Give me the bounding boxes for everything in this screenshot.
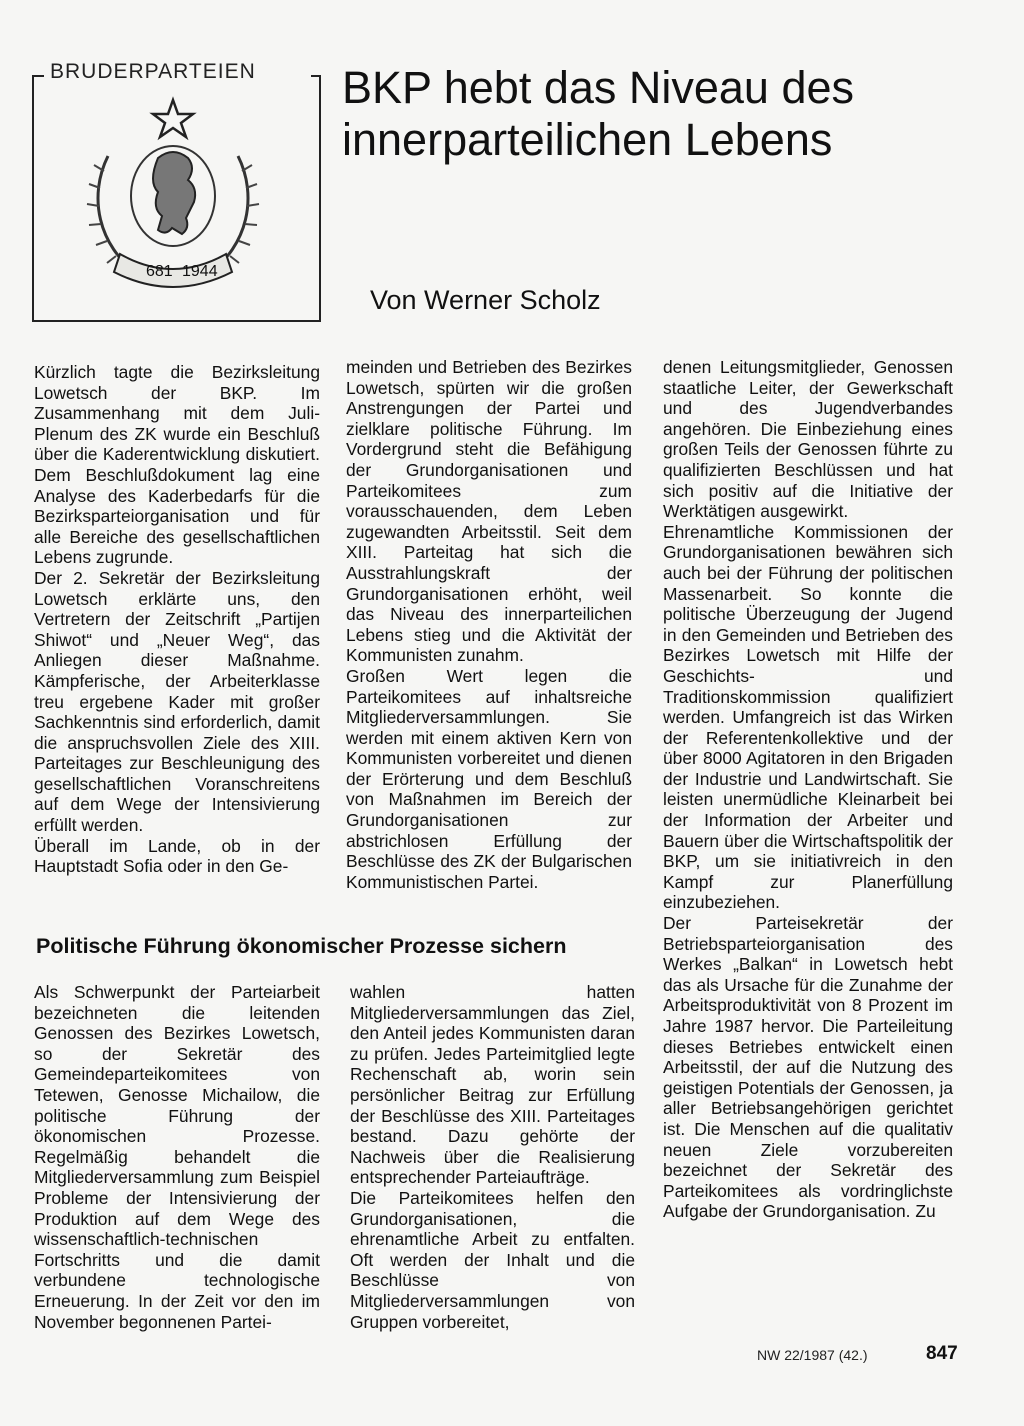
paragraph: Der 2. Sekretär der Bezirksleitung Lowetsch erklärte uns, den Vertretern der Zeitschrift „Partijen Shiwot“ und „Neuer Weg“, das Anliegen dieser Maßnahme. Kämpferische, der Arbeiterklasse treu ergebene Kader mit großer Sachkenntnis sind erforderlich, damit die anspruchsvollen Ziele des XIII. Parteitages zur Beschleunigung des gesellschaftlichen Voranschreitens auf dem Wege der Intensivierung erfüllt werden. [34, 567, 320, 836]
paragraph: Großen Wert legen die Parteikomitees auf inhaltsreiche Mitgliederversammlungen. Sie werden mit einem aktiven Kern von Kommunisten vorbereitet und dienen der Erörterung und dem Beschluß von Maßnahmen im Bereich der Grundorganisationen zur abstrichlosen Erfüllung der Beschlüsse des ZK der Bulgarischen Kommunistischen Partei. [346, 665, 632, 892]
byline: Von Werner Scholz [370, 285, 601, 315]
paragraph: Überall im Lande, ob in der Hauptstadt Sofia oder in den Ge- [34, 835, 320, 877]
paragraph: Ehrenamtliche Kommissionen der Grundorganisationen bewähren sich auch bei der Führung der politischen Massenarbeit. So konnte die politische Überzeugung der Jugend in den Gemeinden und Betrieben des Bezirkes Lowetsch mit Hilfe der Geschichts- und Traditionskommission qualifiziert werden. Umfangreich ist das Wirken der Referentenkollektive und der über 8000 Agitatoren in den Brigaden der Industrie und Landwirtschaft. Sie leisten unermüdliche Kleinarbeit bei der Information der Arbeiter und Bauern über die Wirtschaftspolitik der BKP, um sie initiativreich in den Kampf zur Planerfüllung einzubeziehen. [663, 521, 953, 913]
section-kicker: BRUDERPARTEIEN [50, 60, 256, 83]
state-emblem-icon [68, 96, 278, 296]
text-column-2-lower [350, 982, 635, 1332]
svg-text:681: 681 [146, 263, 173, 280]
text-column-3 [663, 357, 953, 1222]
paragraph: meinden und Betrieben des Bezirkes Lowetsch, spürten wir die großen Anstrengungen der Partei und zielklare politische Führung. Im Vordergrund steht die Befähigung der Grundorganisationen und Parteikomitees zum vorausschauenden, dem Leben zugewandten Arbeitsstil. Seit dem XIII. Parteitag hat sich die Ausstrahlungskraft der Grundorganisationen erhöht, weil das Niveau des innerparteilichen Lebens stieg und die Aktivität der Kommunisten zunahm. [346, 357, 632, 666]
paragraph: denen Leitungsmitglieder, Genossen staatliche Leiter, der Gewerkschaft und des Jugendverbandes angehören. Die Einbeziehung eines großen Teils der Genossen führte zu qualifizierten Beschlüssen und hat sich positiv auf die Initiative der Werktätigen ausgewirkt. [663, 357, 953, 522]
issue-reference: NW 22/1987 (42.) [757, 1347, 868, 1363]
text-column-1 [34, 362, 320, 877]
paragraph: Als Schwerpunkt der Parteiarbeit bezeichneten die leitenden Genossen des Bezirkes Lowetsch, so der Sekretär des Gemeindeparteikomitees von Tetewen, Genosse Michailow, die politische Führung der ökonomischen Prozesse. Regelmäßig behandelt die Mitgliederversammlung zum Beispiel Probleme der Intensivierung der Produktion auf dem Wege des wissenschaftlich-technischen Fortschritts und die damit verbundene technologische Erneuerung. In der Zeit vor den im November begonnenen Partei- [34, 982, 320, 1332]
section-subheading: Politische Führung ökonomischer Prozesse sichern [36, 934, 567, 958]
text-column-1-lower [34, 982, 320, 1332]
paragraph: Kürzlich tagte die Bezirksleitung Lowetsch der BKP. Im Zusammenhang mit dem Juli-Plenum des ZK wurde ein Beschluß über die Kaderentwicklung diskutiert. Dem Beschlußdokument lag eine Analyse des Kaderbedarfs für die Bezirksparteiorganisation und für alle Bereiche des gesellschaftlichen Lebens zugrunde. [34, 362, 320, 568]
paragraph: wahlen hatten Mitgliederversammlungen das Ziel, den Anteil jedes Kommunisten daran zu prüfen. Jedes Parteimitglied legte Rechenschaft ab, worin sein persönlicher Beitrag zur Erfüllung der Beschlüsse des XIII. Parteitages bestand. Dazu gehörte der Nachweis über die Realisierung entsprechender Parteiaufträge. [350, 982, 635, 1188]
page-number: 847 [926, 1343, 958, 1364]
paragraph: Die Parteikomitees helfen den Grundorganisationen, die ehrenamtliche Arbeit zu entfalten. Oft werden der Inhalt und die Beschlüsse von Mitgliederversammlungen von Gruppen vorbereitet, [350, 1187, 635, 1332]
svg-text:1944: 1944 [182, 263, 218, 280]
text-column-2 [346, 357, 632, 892]
article-headline: BKP hebt das Niveau des innerparteilichen Lebens [342, 62, 855, 165]
paragraph: Der Parteisekretär der Betriebsparteiorganisation des Werkes „Balkan“ in Lowetsch hebt das als Ursache für die Zunahme der Arbeitsproduktivität von 8 Prozent im Jahre 1987 hervor. Die Parteileitung dieses Betriebes entwickelt einen Arbeitsstil, der auf die Nutzung des geistigen Potentials der Genossen, ja aller Betriebsangehörigen gerichtet ist. Die Menschen auf die qualitativ neuen Ziele vorzubereiten bezeichnet der Sekretär des Parteikomitees als vordringlichste Aufgabe der Grundorganisation. Zu [663, 913, 953, 1222]
